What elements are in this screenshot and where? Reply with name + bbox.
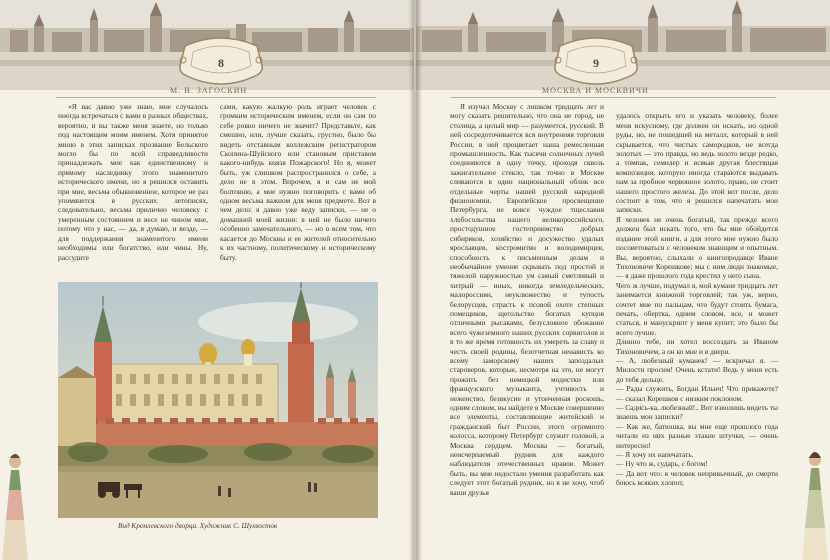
page-number: 9 [593, 56, 599, 70]
divider [56, 97, 376, 98]
running-head: М. Н. ЗАГОСКИН [170, 86, 248, 95]
left-text-column-1 [58, 102, 208, 278]
figure-caption: Вид Кремлевского дворца. Художник С. Шухвостов [118, 522, 278, 530]
running-head: МОСКВА И МОСКВИЧИ [542, 86, 649, 95]
divider [450, 97, 776, 98]
left-page [0, 0, 414, 560]
right-text-column-1 [450, 102, 604, 540]
book-gutter [410, 0, 422, 560]
right-text-column-2 [616, 102, 778, 540]
right-page [416, 0, 830, 560]
page-number: 8 [218, 56, 224, 70]
paragraph: Я изучал Москву с лишком тридцать лет и могу сказать решительно, что она не город, не столица, а целый мир — разумеется, русский. В ней сосредоточивается вся внутренняя торговля России, в ней процветает наша ремесленная промышленность. Как тысячи солнечных лучей соединяются в одну точку, проходя сквозь зажигательное стекло, так точно в Москве сливаются в один национальный облик все отдельные черты нашей русской народной физиономии. Европейское просвещение Петербурга, не вовсе чуждое тщеславия хлебосольства нашего великороссийского, простодушное гостеприимство добрых сибиряков, хозяйство и досужество удалых ярославцев, костромитян и володимирцев, способность к письменным делам и необычайное умение скрывать под простой и тяжелой наружностью ум самый сметливый и хитрый — иных, никогда земледельческих, малороссиян, неуклюжество и тупость белорусцев, страсть к псовой охоте степных помещиков, щегольство богатых купцов отличными рысаками, безусловное обожание всего чужеземного наших русских сорвиголов и в то же время готовность их умереть за славу и честь своей родины, безотчетная ненависть ко всему заморскому наших запоздалых староверов, которые, несмотря на это, не могут прожить без немецкой модистки или французского музыканта, учтивость и неженство, безвкусие и утонченная роскошь, одним словом, вы найдете в Москве совершенно все элементы, составляющие житейский и гражданский быт России, этого огромного колосса, которому Петербург служит головой, а Москва сердцем. Москва — богатый, неисчерпаемый рудник для каждого наблюдателя отечественных нравов. Может быть, вы мне недостало умения разработать как следует этот богатый рудник, но я не хочу, чтоб ваши друзья [450, 102, 604, 497]
paragraph: «Я вас давно уже знаю, мне случалось иногда встречаться с вами в разных обществах, вероятно, и вы также меня знаете, но только под настоящим моим именем. Хотя принятое мною в этих записках прозвание Бельского могло бы по всей справедливости принадлежать мне как единственному и прямому наследнику этого знаменитого исторического имени, но я решился оставить при мне, весьма обыкновенное, которое не раз упомянется в русских летописях, следовательно, весьма прилично человеку с умеренным состоянием и весе не чином мне, потому что у нас, — да, я думаю, и везде, — для поддержания знаменитого имени необходимы или богатство, или чины. Ну, рассудите [58, 102, 208, 262]
kremlin-painting-image [58, 282, 378, 518]
paragraph: сами, какую жалкую роль играет человек с громким историческим именем, если он сам по себе ровно ничего не значит? Представьте, как смешно, или, лучше сказать, грустно, было бы видеть отставным коллежским регистратором Скопина-Шуйского или становым приставом какого-нибудь князя Пожарского! Но я, может быть, уж слишком распространился о себе, а дело не в этом. Впрочем, я и сам не мой болтовню, а мне нужно поговорить с вами об одном весьма важном для меня предмете. Вот в чем дело: я давно уже веду записки, — не о домашней моей жизни: в ней не было ничего особенно замечательного, — но о всем том, что касается до Москвы и ее жителей относительно к их частному, политическому и историческому быту. [220, 102, 376, 262]
paragraph: удалось открыть его и указать человеку, более меня искусному, где должен он искать, но одной руды, но, не пошедшей на металл, который в ней скрывается, что чистых самородков, не всегда золотых — это правда, но ведь золото везде редко, а томпак, семилер и всякая другая блестящая композиция, которую иногда стараются выдавать нам за пробное червонное золото, право, не стоит нашего простого железа. До этой вот после, дело состоит в том, что я решился напечатать мои записки. Я человек не очень богатый, так прежде всего должен был искать того, что бы мне обойдется издание этой книги, а для этого мне нужно было посоветоваться с человеком знающим и опытным. Вы, вероятно, слыхали о книгопродавце Иване Тихоновиче Корешкове; мы с ним люди знакомые, — я даже прошлого года крестил у него сына. Чего ж лучше, подумал я, мой кумане тридцать лет занимается книжной торговлей; так уж, верно, сочтет мне по пальцам, что будут стоить бумага, печать, обертка, одним словом, все, и может статься, и манускрипт у меня купит; это было бы всего лучше. Длинно тебе, ни хотел воссоздать за Иваном Тихоновичем, а он ко мне и в двери. — А, любезный куманек! — вскричал я. — Милости просим! Очень кстати! Ведь у меня есть до тебя дельце. — Рады служить, Богдан Ильич! Что прикажете? — сказал Корешков с низким поклоном. — Садись-ка, любезный!.. Вот изволишь видеть ты знаешь мои записки? — Как же, батюшка, вы мне еще прошлого года читали из них разные этакие штучки, — очень интересно! — Я хочу их напечатать. — Ну что ж, сударь, с богом! — Да вот что: я человек непривычный, до смерти боюсь всяких хлопот, [616, 111, 778, 488]
left-text-column-2 [220, 102, 376, 278]
lady-figure-left-icon [2, 450, 28, 560]
lady-figure-right-icon [802, 448, 828, 560]
